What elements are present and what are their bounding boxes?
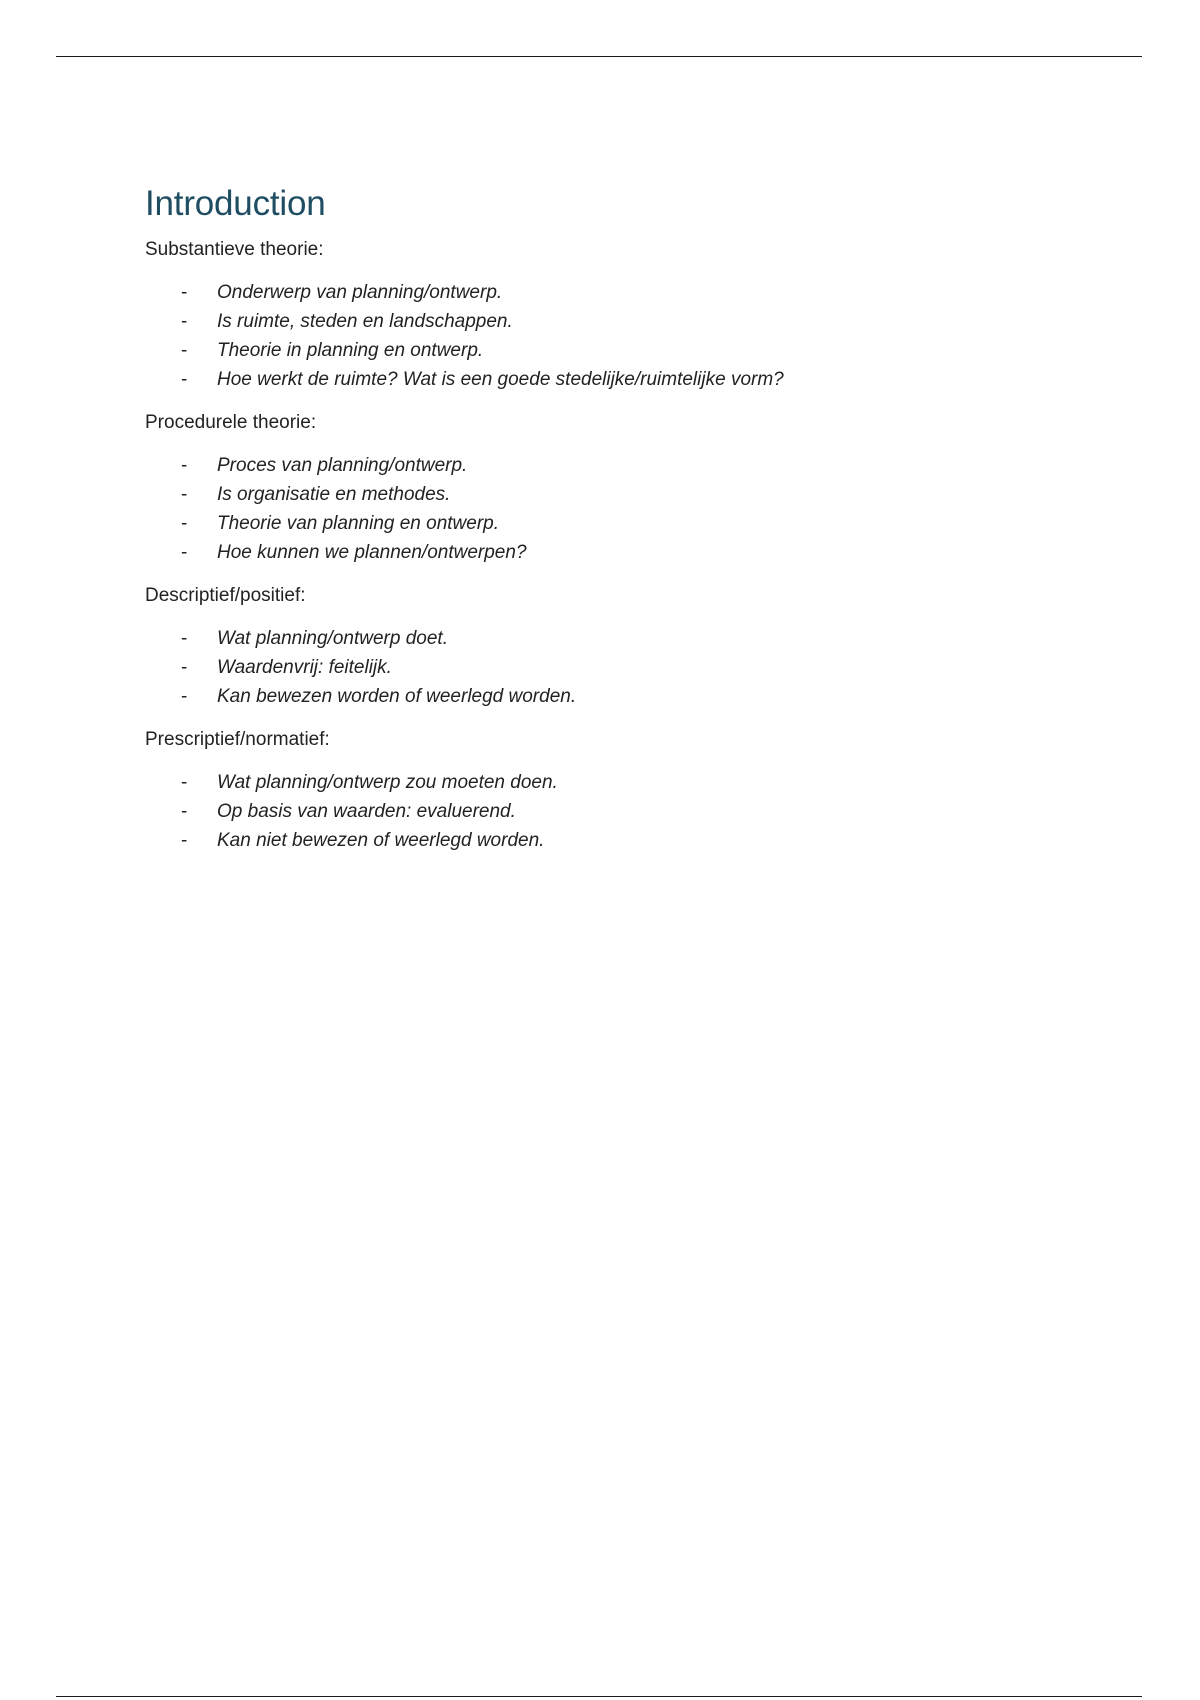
list-item	[145, 307, 1065, 336]
dash-bullet: -	[181, 369, 188, 390]
page-bottom-rule	[56, 1696, 1142, 1697]
list-prescriptive	[145, 768, 1065, 855]
dash-bullet: -	[181, 772, 188, 793]
dash-bullet: -	[181, 340, 188, 361]
section-label-descriptive: Descriptief/positief:	[145, 585, 306, 606]
list-item-text: Hoe kunnen we plannen/ontwerpen?	[217, 542, 527, 563]
list-item-text: Kan niet bewezen of weerlegd worden.	[217, 830, 545, 851]
dash-bullet: -	[181, 542, 188, 563]
list-item-text: Hoe werkt de ruimte? Wat is een goede stedelijke/ruimtelijke vorm?	[217, 369, 784, 390]
list-item	[145, 509, 1065, 538]
list-item-text: Theorie in planning en ontwerp.	[217, 340, 484, 361]
dash-bullet: -	[181, 484, 188, 505]
list-item	[145, 797, 1065, 826]
dash-bullet: -	[181, 628, 188, 649]
section-label-procedural: Procedurele theorie:	[145, 412, 317, 433]
dash-bullet: -	[181, 830, 188, 851]
dash-bullet: -	[181, 311, 188, 332]
section-label-substantive: Substantieve theorie:	[145, 239, 324, 260]
list-item-text: Theorie van planning en ontwerp.	[217, 513, 500, 534]
list-item-text: Onderwerp van planning/ontwerp.	[217, 282, 503, 303]
list-item	[145, 451, 1065, 480]
list-item-text: Kan bewezen worden of weerlegd worden.	[217, 686, 577, 707]
list-item	[145, 278, 1065, 307]
list-item-text: Proces van planning/ontwerp.	[217, 455, 468, 476]
page-content	[145, 178, 1065, 855]
dash-bullet: -	[181, 686, 188, 707]
dash-bullet: -	[181, 282, 188, 303]
list-item-text: Op basis van waarden: evaluerend.	[217, 801, 516, 822]
list-item	[145, 653, 1065, 682]
list-item	[145, 538, 1065, 567]
list-descriptive	[145, 624, 1065, 711]
list-item	[145, 768, 1065, 797]
list-item-text: Wat planning/ontwerp doet.	[217, 628, 448, 649]
list-item	[145, 365, 1065, 394]
list-item	[145, 336, 1065, 365]
page-title: Introduction	[145, 184, 326, 223]
dash-bullet: -	[181, 513, 188, 534]
page-top-rule	[56, 56, 1142, 57]
list-item-text: Wat planning/ontwerp zou moeten doen.	[217, 772, 558, 793]
list-procedural	[145, 451, 1065, 567]
dash-bullet: -	[181, 455, 188, 476]
list-item	[145, 826, 1065, 855]
list-substantive	[145, 278, 1065, 394]
list-item	[145, 480, 1065, 509]
list-item-text: Is organisatie en methodes.	[217, 484, 451, 505]
dash-bullet: -	[181, 801, 188, 822]
dash-bullet: -	[181, 657, 188, 678]
section-label-prescriptive: Prescriptief/normatief:	[145, 729, 330, 750]
list-item-text: Is ruimte, steden en landschappen.	[217, 311, 513, 332]
list-item-text: Waardenvrij: feitelijk.	[217, 657, 392, 678]
list-item	[145, 624, 1065, 653]
list-item	[145, 682, 1065, 711]
